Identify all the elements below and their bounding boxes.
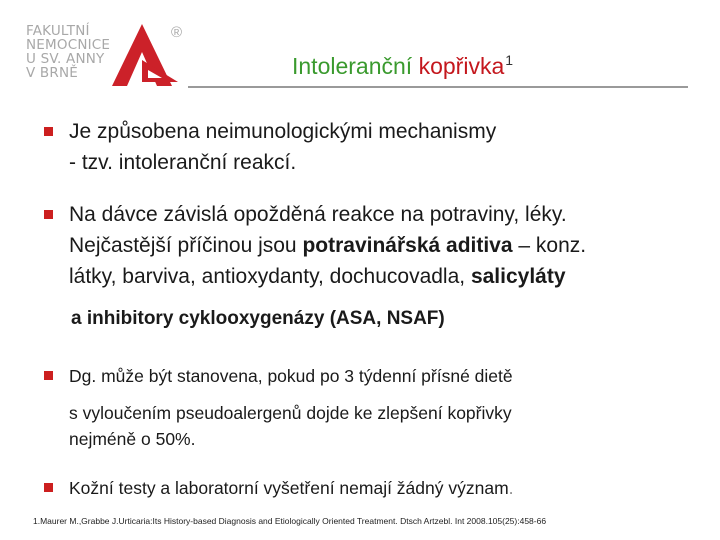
bullet-line: Je způsobena neimunologickými mechanismy [69,120,497,143]
logo-line: FAKULTNÍ [26,23,90,39]
text-run: Kožní testy a laboratorní vyšetření nemají žádný význam [69,478,509,498]
text-run: Nejčastější příčinou jsou [69,234,303,257]
text-run: látky, barviva, antioxydanty, dochucovadla, [69,265,471,288]
text-run: – konz. [512,234,587,257]
bullet-item [44,474,704,502]
text-run-bold: salicyláty [470,265,566,288]
logo-line: NEMOCNICE [26,37,111,53]
bullet-item [44,362,704,452]
title-underline [188,86,688,88]
bullet-square-icon [44,127,53,136]
bullet-square-icon [44,210,53,219]
title-superscript: 1 [505,52,514,68]
bullet-line: nejméně o 50%. [69,429,196,449]
title-word-2: kopřivka [418,53,505,79]
text-run-period: . [508,478,514,498]
text-run-bold: potravinářská aditiva [302,234,513,257]
bullet-line: - tzv. intoleranční reakcí. [69,151,297,174]
bullet-line [69,261,704,292]
bullet-square-icon [44,371,53,380]
bullet-line: a inhibitory cyklooxygenázy (ASA, NSAF) [71,308,445,329]
bullet-item [44,116,704,178]
title-word-1: Intoleranční [292,53,413,79]
bullet-line: Na dávce závislá opožděná reakce na potraviny, léky. [69,203,567,226]
bullet-item [44,199,704,334]
bullet-line [69,474,704,502]
bullet-square-icon [44,483,53,492]
bullet-line: Dg. může být stanovena, pokud po 3 týdenní přísné dietě [69,366,513,386]
slide-title [292,52,513,80]
footnote: 1.Maurer M.,Grabbe J.Urticaria:Its History-based Diagnosis and Etiologically Oriented Treatment. Dtsch Artzebl. Int 2008.105(25):458-66 [33,516,547,526]
bullet-line [69,230,704,261]
registered-mark: ® [171,24,183,41]
bullet-line: s vyloučením pseudoalergenů dojde ke zlepšení kopřivky [69,403,512,423]
logo-line: V BRNĚ [26,65,78,81]
logo-line: U SV. ANNY [26,51,105,67]
hospital-logo [20,20,195,92]
